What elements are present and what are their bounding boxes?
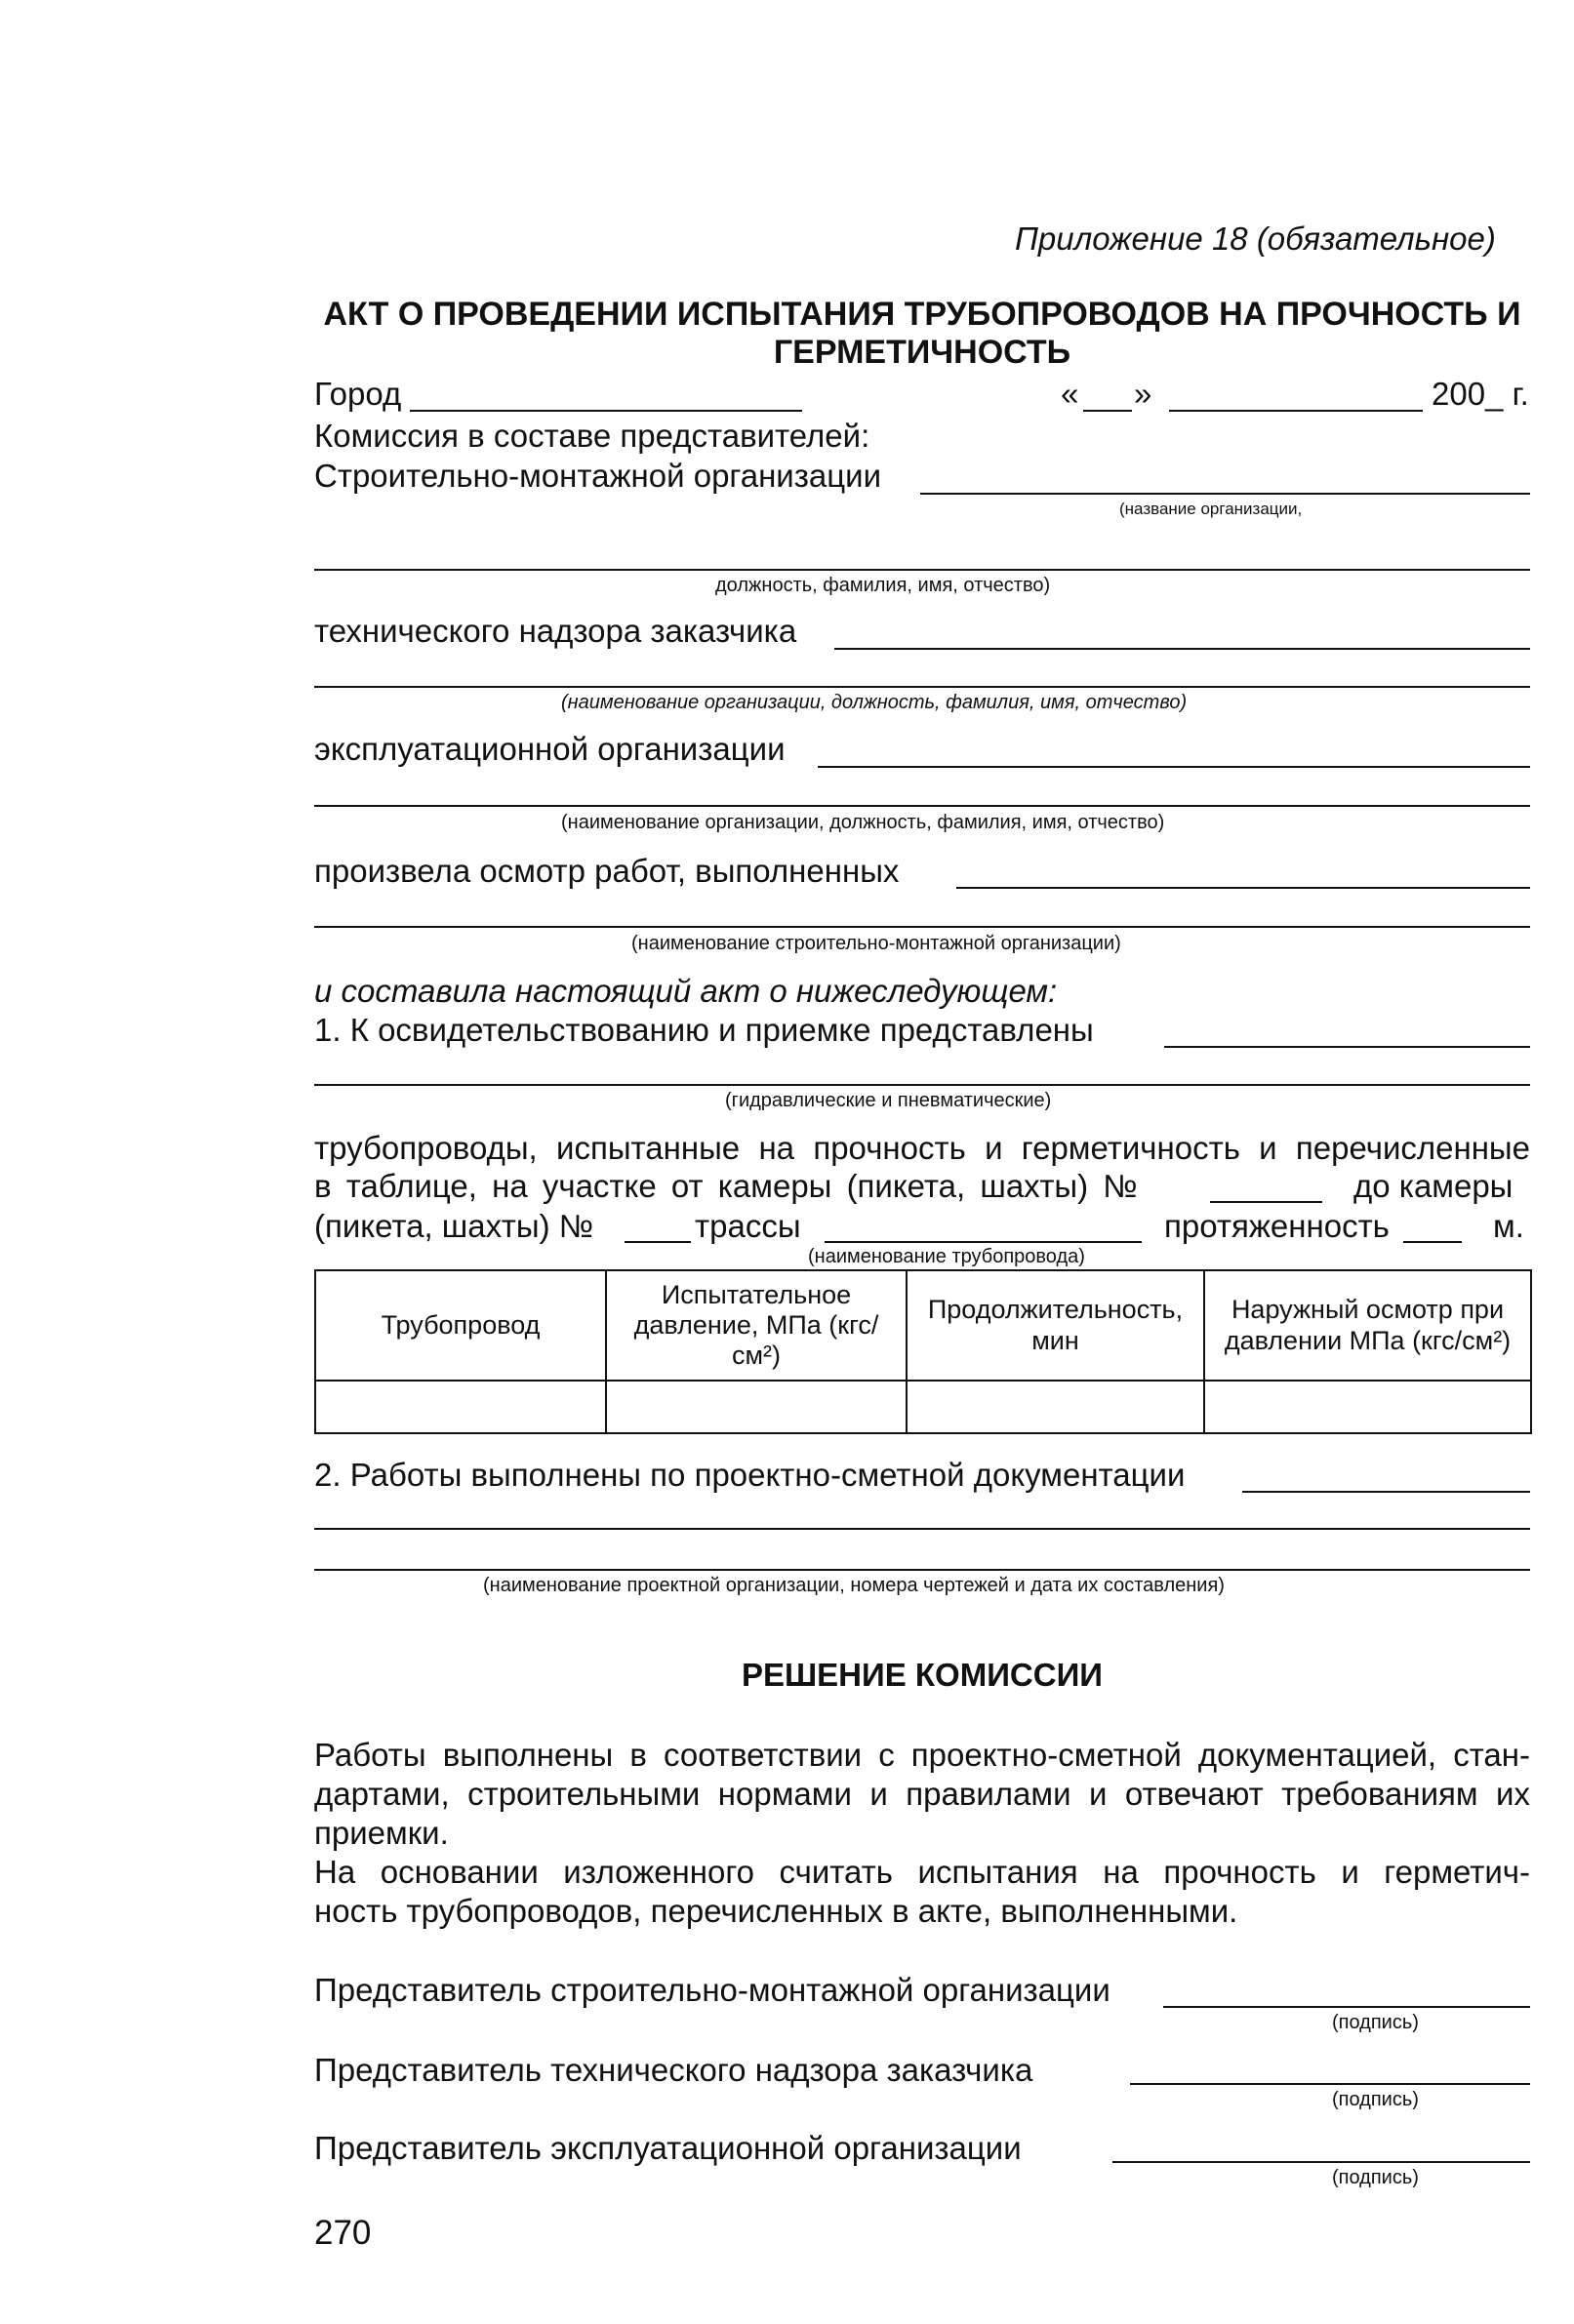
month-field[interactable] xyxy=(1169,410,1423,412)
signature-label-tech: Представитель технического надзора заказчика xyxy=(314,2052,1033,2088)
doc-title-line1: АКТ О ПРОВЕДЕНИИ ИСПЫТАНИЯ ТРУБОПРОВОДОВ НА ПРОЧНОСТЬ И xyxy=(323,296,1521,333)
pipes-line2-start: в таблице, на участке от камеры (пикета, шахты) № xyxy=(314,1168,1138,1204)
chamber-to-field[interactable] xyxy=(625,1241,691,1243)
compose-text: и составила настоящий акт о нижеследующем: xyxy=(314,973,1058,1009)
date-close-quote: » xyxy=(1134,376,1152,412)
chamber-from-field[interactable] xyxy=(1210,1201,1322,1203)
city-field[interactable] xyxy=(410,410,802,412)
appendix-label: Приложение 18 (обязательное) xyxy=(1015,220,1496,257)
decision-title: РЕШЕНИЕ КОМИССИИ xyxy=(741,1657,1104,1693)
page-number: 270 xyxy=(314,2214,372,2252)
decision-p1-line1: Работы выполнены в соответствии с проектно-сметной документацией, стан- xyxy=(314,1737,1530,1773)
signature-label-exp: Представитель эксплуатационной организации xyxy=(314,2130,1022,2166)
table-row xyxy=(315,1381,1531,1433)
signature-label-smo: Представитель строительно-монтажной организации xyxy=(314,1972,1110,2008)
exp-field[interactable] xyxy=(818,766,1530,768)
item2-label: 2. Работы выполнены по проектно-сметной документации xyxy=(314,1457,1186,1493)
tech-caption: (наименование организации, должность, фамилия, имя, отчество) xyxy=(561,692,1188,713)
col-header-pipeline: Трубопровод xyxy=(315,1270,606,1381)
smo-caption1: (название организации, xyxy=(1119,500,1303,518)
signature-field-smo[interactable] xyxy=(1163,2006,1530,2008)
col-header-duration: Продолжительность, мин xyxy=(907,1270,1204,1381)
tech-label: технического надзора заказчика xyxy=(314,613,797,649)
year-label: 200_ г. xyxy=(1432,376,1529,412)
decision-p1-line2: дартами, строительными нормами и правилами и отвечают требованиям их xyxy=(314,1776,1530,1812)
item2-field-line3[interactable] xyxy=(314,1569,1530,1571)
commission-label: Комиссия в составе представителей: xyxy=(314,418,870,454)
inspect-field[interactable] xyxy=(956,887,1530,889)
test-table xyxy=(314,1269,1532,1434)
col-header-external-inspection: Наружный осмотр при давлении МПа (кгс/см²) xyxy=(1204,1270,1531,1381)
tech-field-line2[interactable] xyxy=(314,686,1530,688)
item1-caption: (гидравлические и пневматические) xyxy=(725,1090,1052,1111)
item2-field-line2[interactable] xyxy=(314,1528,1530,1530)
exp-label: эксплуатационной организации xyxy=(314,731,786,767)
decision-p2-line2: ность трубопроводов, перечисленных в акте, выполненными. xyxy=(314,1893,1238,1929)
length-field[interactable] xyxy=(1403,1241,1462,1243)
meters-unit: м. xyxy=(1493,1208,1524,1244)
signature-caption-tech: (подпись) xyxy=(1332,2089,1419,2110)
signature-caption-smo: (подпись) xyxy=(1332,2012,1419,2033)
signature-caption-exp: (подпись) xyxy=(1332,2167,1419,2188)
inspect-label: произвела осмотр работ, выполненных xyxy=(314,853,900,889)
item1-label: 1. К освидетельствованию и приемке представлены xyxy=(314,1012,1094,1048)
date-open-quote: « xyxy=(1061,376,1079,412)
signature-field-exp[interactable] xyxy=(1112,2161,1530,2163)
length-label: протяженность xyxy=(1164,1208,1390,1244)
table-header-row xyxy=(315,1270,1531,1381)
exp-field-line2[interactable] xyxy=(314,805,1530,807)
smo-field[interactable] xyxy=(920,493,1530,495)
day-field[interactable] xyxy=(1083,410,1132,412)
smo-field-line2[interactable] xyxy=(314,569,1530,571)
table-cell[interactable] xyxy=(315,1381,606,1433)
exp-caption: (наименование организации, должность, фамилия, имя, отчество) xyxy=(561,812,1165,833)
table-cell[interactable] xyxy=(907,1381,1204,1433)
pipes-line3-start: (пикета, шахты) № xyxy=(314,1208,594,1244)
table-cell[interactable] xyxy=(1204,1381,1531,1433)
item2-field[interactable] xyxy=(1242,1491,1530,1493)
doc-title-line2: ГЕРМЕТИЧНОСТЬ xyxy=(773,334,1071,371)
city-label: Город xyxy=(314,376,402,412)
table-cell[interactable] xyxy=(606,1381,907,1433)
inspect-caption: (наименование строительно-монтажной организации) xyxy=(631,933,1121,954)
pipes-line1: трубопроводы, испытанные на прочность и герметичность и перечисленные xyxy=(314,1130,1530,1166)
item2-caption: (наименование проектной организации, номера чертежей и дата их составления) xyxy=(483,1575,1225,1596)
decision-p1-line3: приемки. xyxy=(314,1815,449,1851)
tech-field[interactable] xyxy=(834,648,1530,650)
inspect-field-line2[interactable] xyxy=(314,926,1530,928)
decision-p2-line1: На основании изложенного считать испытания на прочность и герметич- xyxy=(314,1854,1530,1890)
pipes-line2-end: до камеры xyxy=(1353,1168,1513,1204)
smo-label: Строительно-монтажной организации xyxy=(314,458,881,494)
pipes-caption: (наименование трубопровода) xyxy=(808,1246,1085,1267)
item1-field-line2[interactable] xyxy=(314,1084,1530,1086)
route-field[interactable] xyxy=(825,1241,1142,1243)
signature-field-tech[interactable] xyxy=(1130,2083,1530,2085)
col-header-test-pressure: Испытательное давление, МПа (кгс/см²) xyxy=(606,1270,907,1381)
smo-caption2: должность, фамилия, имя, отчество) xyxy=(715,575,1051,596)
item1-field[interactable] xyxy=(1164,1046,1530,1048)
route-label: трассы xyxy=(695,1208,801,1244)
